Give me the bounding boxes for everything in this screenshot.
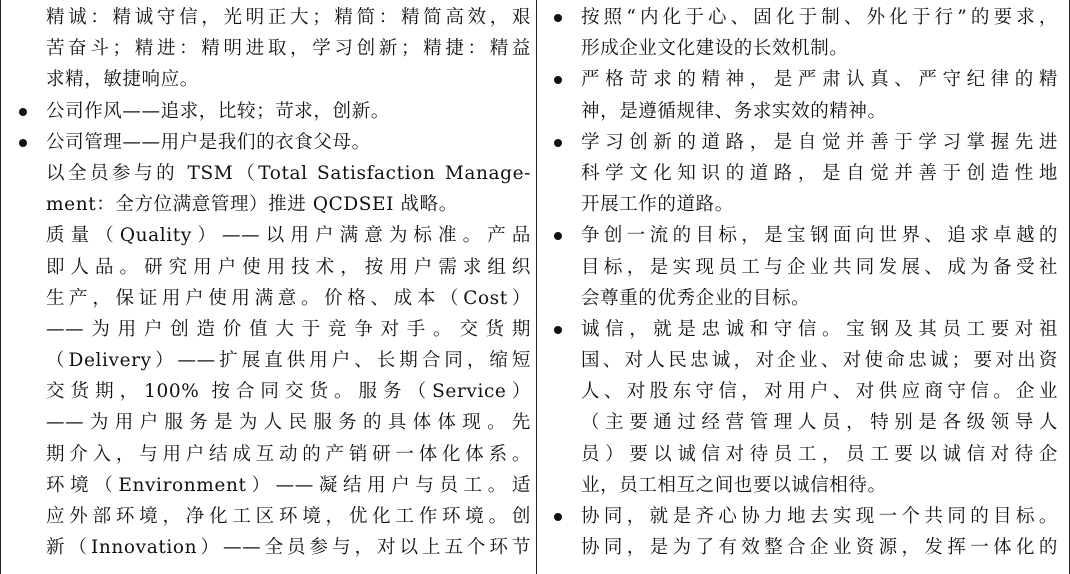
text-line <box>554 283 1058 314</box>
line-text: 神，是遵循规律、务求实效的精神。 <box>581 100 887 122</box>
text-line <box>19 501 531 532</box>
line-text: 协同，就是齐心协力地去实现一个共同的目标。 <box>581 506 1058 527</box>
text-line <box>554 158 1058 189</box>
text-line <box>19 470 531 501</box>
text-line <box>554 127 1058 158</box>
line-text: （Delivery）——扩展直供用户、长期合同，缩短 <box>46 350 531 372</box>
text-line <box>554 501 1058 532</box>
line-text: 形成企业文化建设的长效机制。 <box>581 38 849 60</box>
text-line <box>19 532 531 563</box>
text-line <box>554 376 1058 407</box>
text-line <box>19 345 531 376</box>
line-text: 开展工作的道路。 <box>581 194 734 216</box>
text-line <box>19 127 531 158</box>
text-line <box>554 314 1058 345</box>
bullet-icon <box>554 76 562 84</box>
text-line <box>554 252 1058 283</box>
bullet-icon <box>554 139 562 147</box>
text-line <box>554 64 1058 95</box>
column-divider <box>536 0 537 574</box>
text-line <box>19 283 531 314</box>
text-line <box>19 64 531 95</box>
text-line <box>19 96 531 127</box>
left-text-column <box>19 2 531 563</box>
line-text: 目标，是实现员工与企业共同发展、成为备受社 <box>581 256 1058 278</box>
bullet-icon <box>554 513 562 521</box>
text-line <box>19 376 531 407</box>
text-line <box>19 158 531 189</box>
line-text: 科学文化知识的道路，是自觉并善于创造性地 <box>581 162 1058 184</box>
text-line <box>554 33 1058 64</box>
text-line <box>554 439 1058 470</box>
bullet-icon <box>19 139 27 147</box>
line-text: 期介入，与用户结成互动的产销研一体化体系。 <box>46 443 531 465</box>
text-line <box>554 96 1058 127</box>
text-line <box>19 252 531 283</box>
text-line <box>19 220 531 251</box>
line-text: 国、对人民忠诚，对企业、对使命忠诚；要对出资 <box>581 350 1058 372</box>
line-text: 员）要以诚信对待员工，员工要以诚信对待企 <box>581 443 1058 465</box>
text-line <box>554 470 1058 501</box>
text-line <box>19 33 531 64</box>
right-text-column <box>554 2 1058 563</box>
line-text: 苦奋斗；精进：精明进取，学习创新；精捷：精益 <box>46 38 531 60</box>
text-line <box>19 189 531 220</box>
bullet-icon <box>554 326 562 334</box>
line-text: 生产，保证用户使用满意。价格、成本（Cost） <box>46 287 531 309</box>
text-line <box>554 345 1058 376</box>
line-text: 业，员工相互之间也要以诚信相待。 <box>581 474 887 496</box>
line-text: ment：全方位满意管理）推进 QCDSEI 战略。 <box>46 194 458 216</box>
line-text: 求精，敏捷响应。 <box>46 69 199 91</box>
text-line <box>554 2 1058 33</box>
line-text: 会尊重的优秀企业的目标。 <box>581 287 811 309</box>
line-text: 人、对股东守信，对用户、对供应商守信。企业 <box>581 381 1058 403</box>
text-line <box>19 2 531 33</box>
text-line <box>19 407 531 438</box>
bullet-icon <box>19 108 27 116</box>
bullet-icon <box>554 232 562 240</box>
text-line <box>19 439 531 470</box>
text-line <box>19 314 531 345</box>
line-text: （主要通过经营管理人员，特别是各级领导人 <box>581 412 1058 434</box>
bullet-icon <box>554 14 562 22</box>
line-text: 诚信，就是忠诚和守信。宝钢及其员工要对祖 <box>581 318 1058 340</box>
line-text: 新（Innovation）——全员参与，对以上五个环节 <box>46 537 531 559</box>
line-text: ——为用户创造价值大于竞争对手。交货期 <box>46 318 531 340</box>
text-line <box>554 220 1058 251</box>
line-text: 严格苛求的精神，是严肃认真、严守纪律的精 <box>581 69 1058 91</box>
line-text: 公司管理——用户是我们的衣食父母。 <box>46 131 371 153</box>
line-text: 应外部环境，净化工区环境，优化工作环境。创 <box>46 506 531 527</box>
line-text: 按照“内化于心、固化于制、外化于行”的要求， <box>581 7 1058 28</box>
line-text: 协同，是为了有效整合企业资源，发挥一体化的 <box>581 537 1058 559</box>
text-line <box>554 407 1058 438</box>
line-text: 学习创新的道路，是自觉并善于学习掌握先进 <box>581 131 1058 153</box>
line-text: 以全员参与的 TSM（Total Satisfaction Manage- <box>46 162 531 184</box>
line-text: 争创一流的目标，是宝钢面向世界、追求卓越的 <box>581 225 1058 247</box>
line-text: 即人品。研究用户使用技术，按用户需求组织 <box>46 256 531 278</box>
text-line <box>554 189 1058 220</box>
text-line <box>554 532 1058 563</box>
line-text: ——为用户服务是为人民服务的具体体现。先 <box>46 412 531 434</box>
line-text: 交货期，100% 按合同交货。服务（Service） <box>46 381 531 403</box>
line-text: 公司作风——追求，比较；苛求，创新。 <box>46 100 390 122</box>
line-text: 精诚：精诚守信，光明正大；精简：精简高效，艰 <box>46 7 531 28</box>
line-text: 环境（Environment）——凝结用户与员工。适 <box>46 474 531 496</box>
line-text: 质量（Quality）——以用户满意为标准。产品 <box>46 225 531 247</box>
